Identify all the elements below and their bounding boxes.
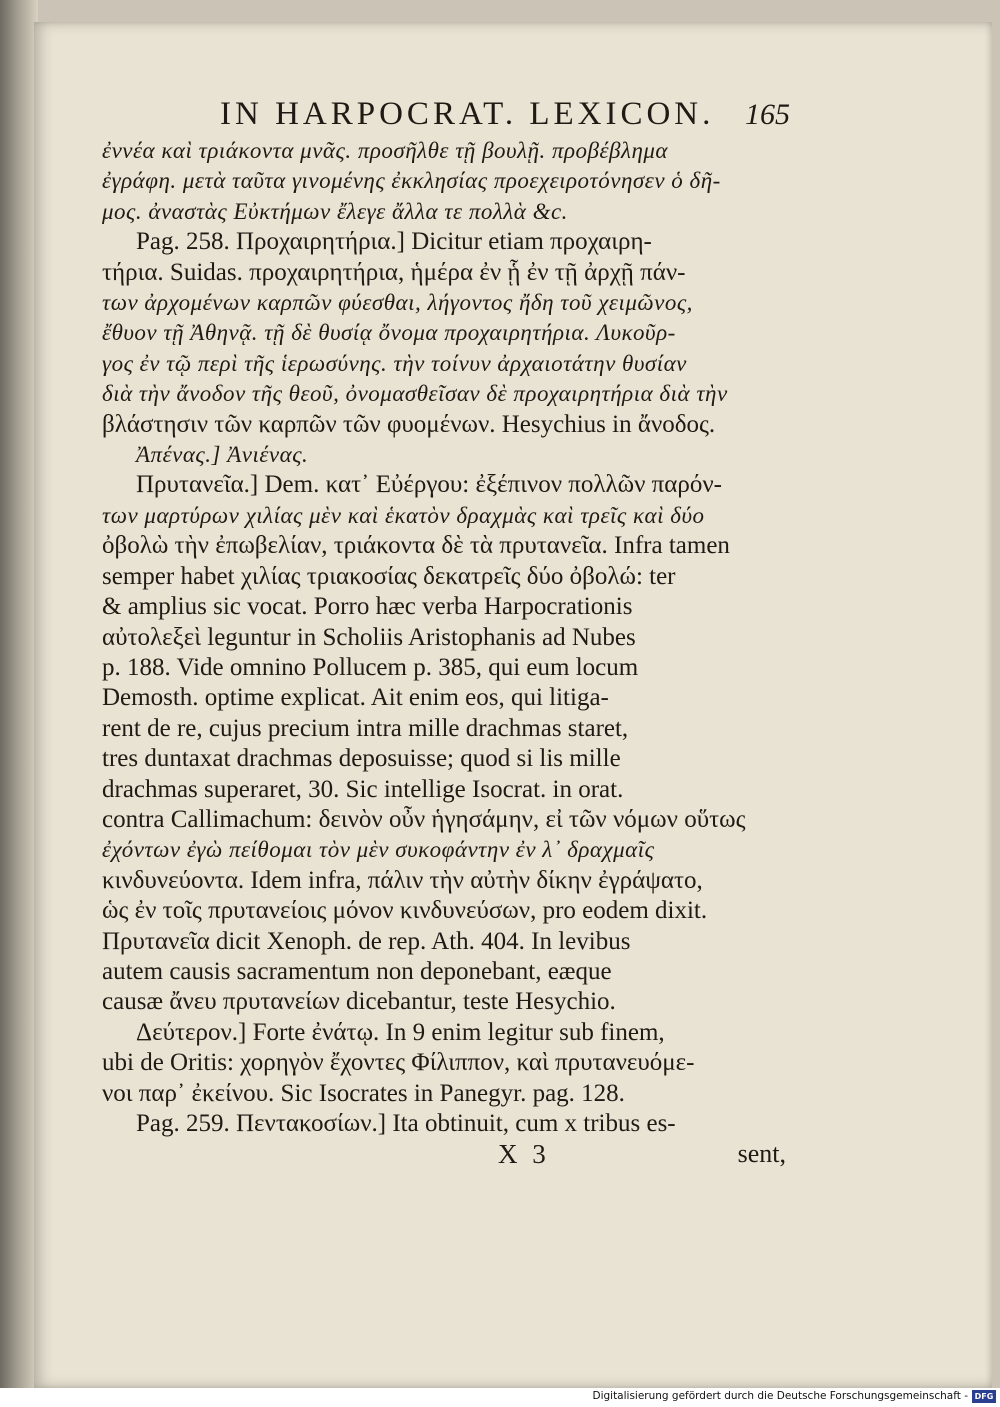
text-line: βλάστησιν τῶν καρπῶν τῶν φυομένων. Hesychius in ἄνοδος.	[102, 410, 716, 438]
text-line: Pag. 258. Προχαιρητήρια.] Dicitur etiam προχαιρη-	[136, 228, 652, 256]
body-text	[102, 136, 792, 1139]
page-footer	[102, 1139, 792, 1173]
text-line: γος ἐν τῷ περὶ τῆς ἱερωσύνης. τὴν τοίνυν ἀρχαιοτάτην θυσίαν	[102, 350, 687, 376]
text-line: Πρυτανεῖα dicit Xenoph. de rep. Ath. 404. In levibus	[102, 927, 631, 955]
running-title: IN HARPOCRAT. LEXICON.	[220, 96, 715, 132]
text-line: contra Callimachum: δεινὸν οὖν ἡγησάμην, εἰ τῶν νόμων οὕτως	[102, 805, 746, 833]
text-line: ἐννέα καὶ τριάκοντα μνᾶς. προσῆλθε τῇ βουλῇ. προβέβλημα	[102, 138, 669, 163]
credit-text: Digitalisierung gefördert durch die Deutsche Forschungsgemeinschaft -	[592, 1390, 968, 1402]
text-line: αὐτολεξεὶ leguntur in Scholiis Aristophanis ad Nubes	[102, 623, 636, 651]
text-line: μος. ἀναστὰς Εὐκτήμων ἔλεγε ἄλλα τε πολλὰ &c.	[102, 198, 568, 224]
text-line: ὀβολὼ τὴν ἐπωβελίαν, τριάκοντα δὲ τὰ πρυτανεῖα. Infra tamen	[102, 532, 730, 560]
text-line: tres duntaxat drachmas deposuisse; quod si lis mille	[102, 745, 621, 773]
text-line: drachmas superaret, 30. Sic intellige Isocrat. in orat.	[102, 775, 624, 803]
text-line: rent de re, cujus precium intra mille drachmas staret,	[102, 714, 629, 742]
signature-mark: X 3	[498, 1139, 550, 1170]
text-line: p. 188. Vide omnino Pollucem p. 385, qui eum locum	[102, 653, 639, 681]
text-line: των μαρτύρων χιλίας μὲν καὶ ἑκατὸν δραχμὰς καὶ τρεῖς καὶ δύο	[102, 502, 705, 528]
text-line: ἐγράφη. μετὰ ταῦτα γινομένης ἐκκλησίας προεχειροτόνησεν ὁ δῆ-	[102, 168, 721, 194]
book-gutter	[0, 0, 38, 1388]
text-line: ubi de Oritis: χορηγὸν ἔχοντες Φίλιππον, καὶ πρυτανευόμε-	[102, 1049, 695, 1077]
running-head	[102, 92, 792, 136]
text-line: semper habet χιλίας τριακοσίας δεκατρεῖς δύο ὀβολώ: ter	[102, 562, 676, 590]
text-line: διὰ τὴν ἄνοδον τῆς θεοῦ, ὀνομασθεῖσαν δὲ προχαιρητήρια διὰ τὴν	[102, 381, 728, 407]
page-number: 165	[745, 98, 790, 131]
text-line: Pag. 259. Πεντακοσίων.] Ita obtinuit, cum x tribus es-	[136, 1110, 676, 1137]
text-line: ὡς ἐν τοῖς πρυτανείοις μόνον κινδυνεύσων, pro eodem dixit.	[102, 897, 708, 925]
text-line: νοι παρ᾽ ἐκείνου. Sic Isocrates in Panegyr. pag. 128.	[102, 1079, 625, 1107]
text-line: τήρια. Suidas. προχαιρητήρια, ἡμέρα ἐν ᾗ ἐν τῇ ἀρχῇ πάν-	[102, 258, 686, 286]
text-line: Ἀπένας.] Ἀνιένας.	[136, 442, 309, 468]
catchword: sent,	[737, 1139, 786, 1169]
page-text-block	[102, 92, 792, 1173]
text-line: causæ ἄνευ πρυτανείων dicebantur, teste Hesychio.	[102, 988, 616, 1016]
credit-bar	[0, 1388, 1000, 1407]
book-page	[34, 22, 992, 1388]
text-line: Demosth. optime explicat. Ait enim eos, qui litiga-	[102, 684, 609, 712]
text-line: κινδυνεύοντα. Idem infra, πάλιν τὴν αὐτὴν δίκην ἐγράψατο,	[102, 866, 703, 894]
text-line: & amplius sic vocat. Porro hæc verba Harpocrationis	[102, 593, 633, 621]
text-line: ἔθυον τῇ Ἀθηνᾷ. τῇ δὲ θυσίᾳ ὄνομα προχαιρητήρια. Λυκοῦρ-	[102, 320, 676, 346]
text-line: Πρυτανεῖα.] Dem. κατ᾽ Εὐέργου: ἐξέπινον πολλῶν παρόν-	[136, 471, 722, 499]
text-line: Δεύτερον.] Forte ἐνάτῳ. In 9 enim legitur sub finem,	[136, 1018, 665, 1046]
text-line: autem causis sacramentum non deponebant, eæque	[102, 957, 612, 985]
text-line: ἐχόντων ἐγὼ πείθομαι τὸν μὲν συκοφάντην ἐν λ᾽ δραχμαῖς	[102, 837, 655, 863]
dfg-logo: DFG	[972, 1390, 996, 1403]
text-line: των ἀρχομένων καρπῶν φύεσθαι, λήγοντος ἤδη τοῦ χειμῶνος,	[102, 290, 693, 316]
